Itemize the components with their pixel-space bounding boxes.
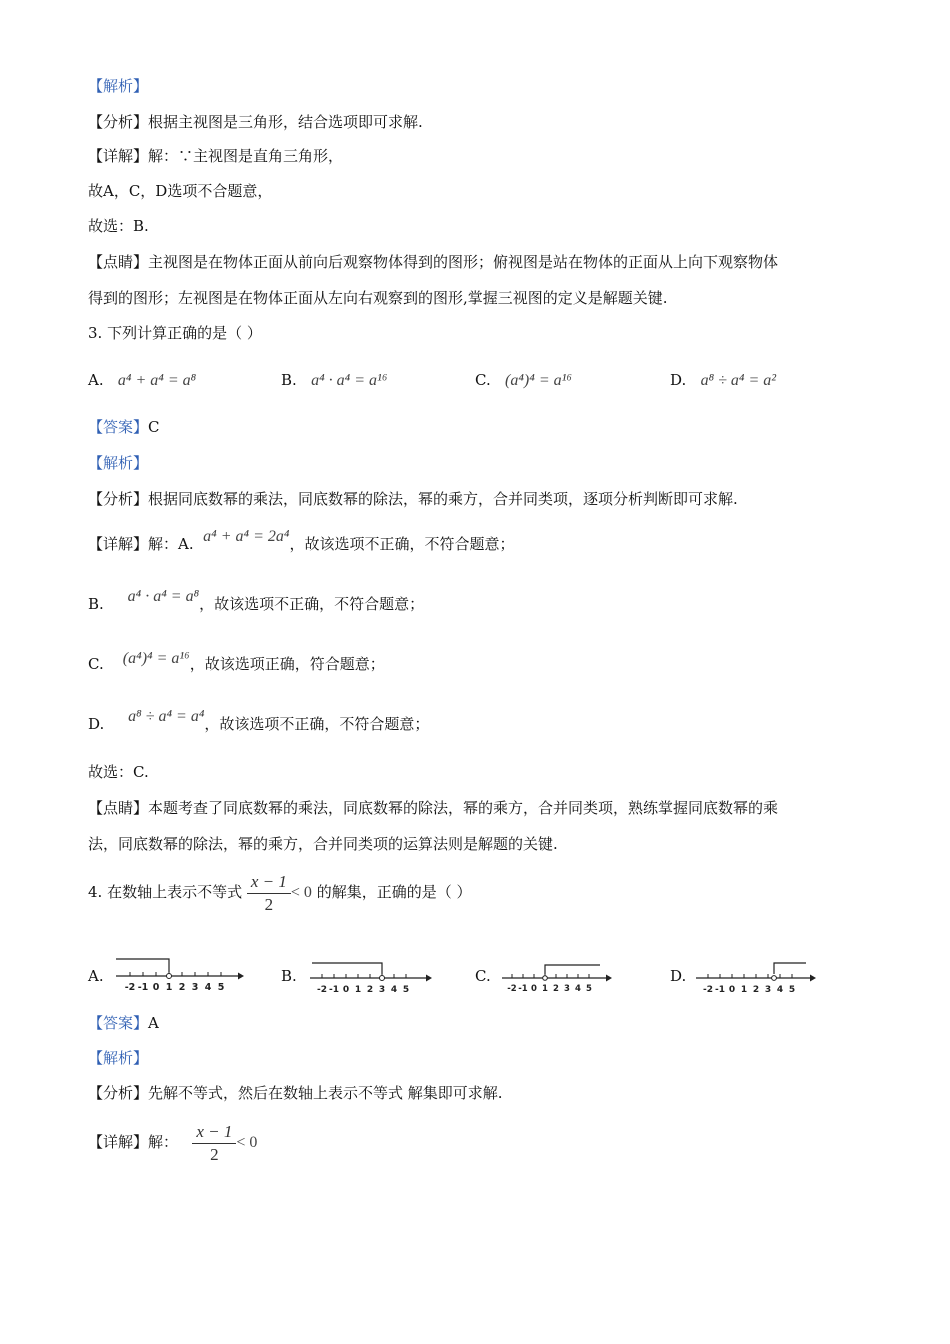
detail-expression: a⁸ ÷ a⁴ = a⁴ (128, 708, 205, 725)
tick-label: 4 (776, 985, 784, 995)
stem-suffix: 的解集，正确的是（ ） (316, 883, 472, 901)
tick-label: 5 (788, 985, 796, 995)
number-line-figure (306, 952, 432, 996)
tick-label: 1 (165, 982, 173, 993)
tick-label: 2 (752, 985, 760, 995)
fraction-numerator: x − 1 (247, 871, 291, 894)
answer-line (88, 1013, 159, 1033)
detail-prefix: D. (88, 715, 105, 733)
detail-line (88, 146, 343, 166)
q4-option-d-numberline (694, 952, 816, 996)
detail-line-a (88, 528, 515, 555)
analysis-text: 根据主视图是三角形，结合选项即可求解. (148, 113, 423, 131)
analysis-text: 先解不等式，然后在数轴上表示不等式 解集即可求解. (148, 1084, 503, 1102)
analysis-text: 根据同底数幂的乘法，同底数幂的除法，幂的乘方，合并同类项，逐项分析判断即可求解. (148, 490, 738, 508)
tick-label: 1 (354, 985, 362, 995)
detail-text: 解：∵主视图是直角三角形， (148, 147, 344, 165)
detail-line-c (88, 650, 385, 675)
number-line-figure (694, 952, 816, 996)
q3-option-b (281, 370, 387, 391)
detail-prefix: C. (88, 655, 104, 673)
detail-tag: 【详解】 (88, 147, 149, 165)
analysis-tag: 【分析】 (88, 490, 149, 508)
tick-label: 5 (217, 982, 225, 993)
fraction-denominator: 2 (210, 1144, 219, 1164)
number-line-figure (500, 952, 612, 996)
tick-label: -1 (518, 984, 528, 994)
q4-option-a-numberline (112, 950, 244, 994)
option-label: A. (88, 371, 104, 389)
comment-tag: 【点睛】 (88, 253, 149, 271)
detail-line (88, 1120, 257, 1166)
detail-line-b (88, 588, 425, 615)
option-label: D. (670, 371, 687, 389)
option-expression: a⁸ ÷ a⁴ = a² (700, 372, 777, 389)
tick-label: 4 (575, 984, 581, 994)
inequality-relation: < 0 (290, 884, 312, 901)
tick-label: 0 (728, 985, 736, 995)
fraction-numerator: x − 1 (192, 1121, 236, 1144)
tick-label: 3 (191, 982, 199, 993)
detail-expression: a⁴ · a⁴ = a⁸ (127, 588, 200, 605)
answer-tag: 【答案】 (88, 418, 149, 436)
q4-option-c-numberline (500, 952, 612, 996)
detail-prefix: B. (88, 595, 104, 613)
tick-label: 4 (204, 982, 212, 993)
tick-label: 1 (542, 984, 548, 994)
q4-option-d-label: D. (670, 967, 687, 985)
option-label: C. (475, 371, 491, 389)
tick-label: -1 (715, 985, 725, 995)
tick-label: 3 (564, 984, 570, 994)
analysis-tag: 【分析】 (88, 1084, 149, 1102)
detail-line-d (88, 708, 430, 735)
answer-value: C (148, 418, 160, 436)
analysis-line (88, 112, 423, 132)
comment-tag: 【点睛】 (88, 799, 149, 817)
answer-line (88, 417, 160, 437)
tick-label: 0 (531, 984, 537, 994)
inequality-relation: < 0 (236, 1134, 258, 1151)
comment-line-2: 法，同底数幂的除法，幂的乘方，合并同类项的运算法则是解题的关键. (88, 835, 558, 853)
detail-tag: 【详解】 (88, 535, 149, 553)
tick-label: 1 (740, 985, 748, 995)
comment-line-1 (88, 798, 778, 818)
section-heading-jiexi: 【解析】 (88, 1049, 149, 1067)
detail-expression: (a⁴)⁴ = a¹⁶ (122, 650, 190, 667)
tick-label: 5 (402, 985, 410, 995)
answer-value: A (148, 1014, 159, 1032)
q3-option-a (88, 370, 196, 391)
tick-label: 2 (366, 985, 374, 995)
tick-label: 0 (342, 985, 350, 995)
detail-suffix: ，故该选项正确，符合题意； (189, 655, 385, 673)
q4-option-b-label: B. (281, 967, 297, 985)
question-4-stem (88, 870, 472, 916)
stem-prefix: 4. 在数轴上表示不等式 (88, 883, 243, 901)
q3-option-d (670, 370, 776, 391)
tick-label: -2 (703, 985, 713, 995)
detail-suffix: ，故该选项不正确，不符合题意； (199, 595, 425, 613)
analysis-line (88, 1083, 503, 1103)
tick-label: 5 (586, 984, 592, 994)
tick-label: 3 (378, 985, 386, 995)
tick-label: -1 (137, 982, 149, 993)
inequality-fraction (247, 871, 291, 916)
q4-option-a-label: A. (88, 967, 104, 985)
detail-suffix: ，故该选项不正确，不符合题意； (289, 535, 515, 553)
detail-tag: 【详解】 (88, 1133, 149, 1151)
choice-line: 故选：C. (88, 763, 149, 781)
tick-label: -1 (329, 985, 339, 995)
detail-suffix: ，故该选项不正确，不符合题意； (204, 715, 430, 733)
section-heading-jiexi: 【解析】 (88, 77, 149, 95)
detail-prefix: 解：A. (148, 535, 194, 553)
detail-text: 解： (148, 1133, 179, 1151)
option-expression: a⁴ + a⁴ = a⁸ (117, 372, 197, 389)
tick-label: 2 (178, 982, 186, 993)
comment-line-1 (88, 252, 778, 272)
analysis-tag: 【分析】 (88, 113, 149, 131)
comment-text: 主视图是在物体正面从前向后观察物体得到的图形；俯视图是站在物体的正面从上向下观察物体 (148, 253, 779, 271)
q4-option-b-numberline (306, 952, 432, 996)
tick-label: -2 (124, 982, 136, 993)
detail-line-2: 故A，C，D选项不合题意， (88, 182, 273, 200)
tick-label: 4 (390, 985, 398, 995)
detail-fraction (192, 1121, 236, 1166)
tick-label: 0 (152, 982, 160, 993)
detail-expression: a⁴ + a⁴ = 2a⁴ (203, 528, 290, 545)
number-line-figure (112, 950, 244, 994)
option-expression: a⁴ · a⁴ = a¹⁶ (311, 372, 388, 389)
tick-label: -2 (317, 985, 327, 995)
q4-option-c-label: C. (475, 967, 491, 985)
comment-line-2: 得到的图形；左视图是在物体正面从左向右观察到的图形,掌握三视图的定义是解题关键. (88, 289, 668, 307)
answer-tag: 【答案】 (88, 1014, 149, 1032)
tick-label: 3 (764, 985, 772, 995)
tick-label: -2 (507, 984, 517, 994)
analysis-line (88, 489, 738, 509)
choice-line: 故选：B. (88, 217, 149, 235)
section-heading-jiexi: 【解析】 (88, 454, 149, 472)
fraction-denominator: 2 (264, 894, 274, 914)
comment-text: 本题考查了同底数幂的乘法，同底数幂的除法，幂的乘方，合并同类项，熟练掌握同底数幂的乘 (148, 799, 779, 817)
option-label: B. (281, 371, 297, 389)
tick-label: 2 (553, 984, 559, 994)
question-3-stem: 3. 下列计算正确的是（ ） (88, 324, 262, 342)
q3-option-c (475, 370, 572, 391)
option-expression: (a⁴)⁴ = a¹⁶ (505, 372, 572, 389)
